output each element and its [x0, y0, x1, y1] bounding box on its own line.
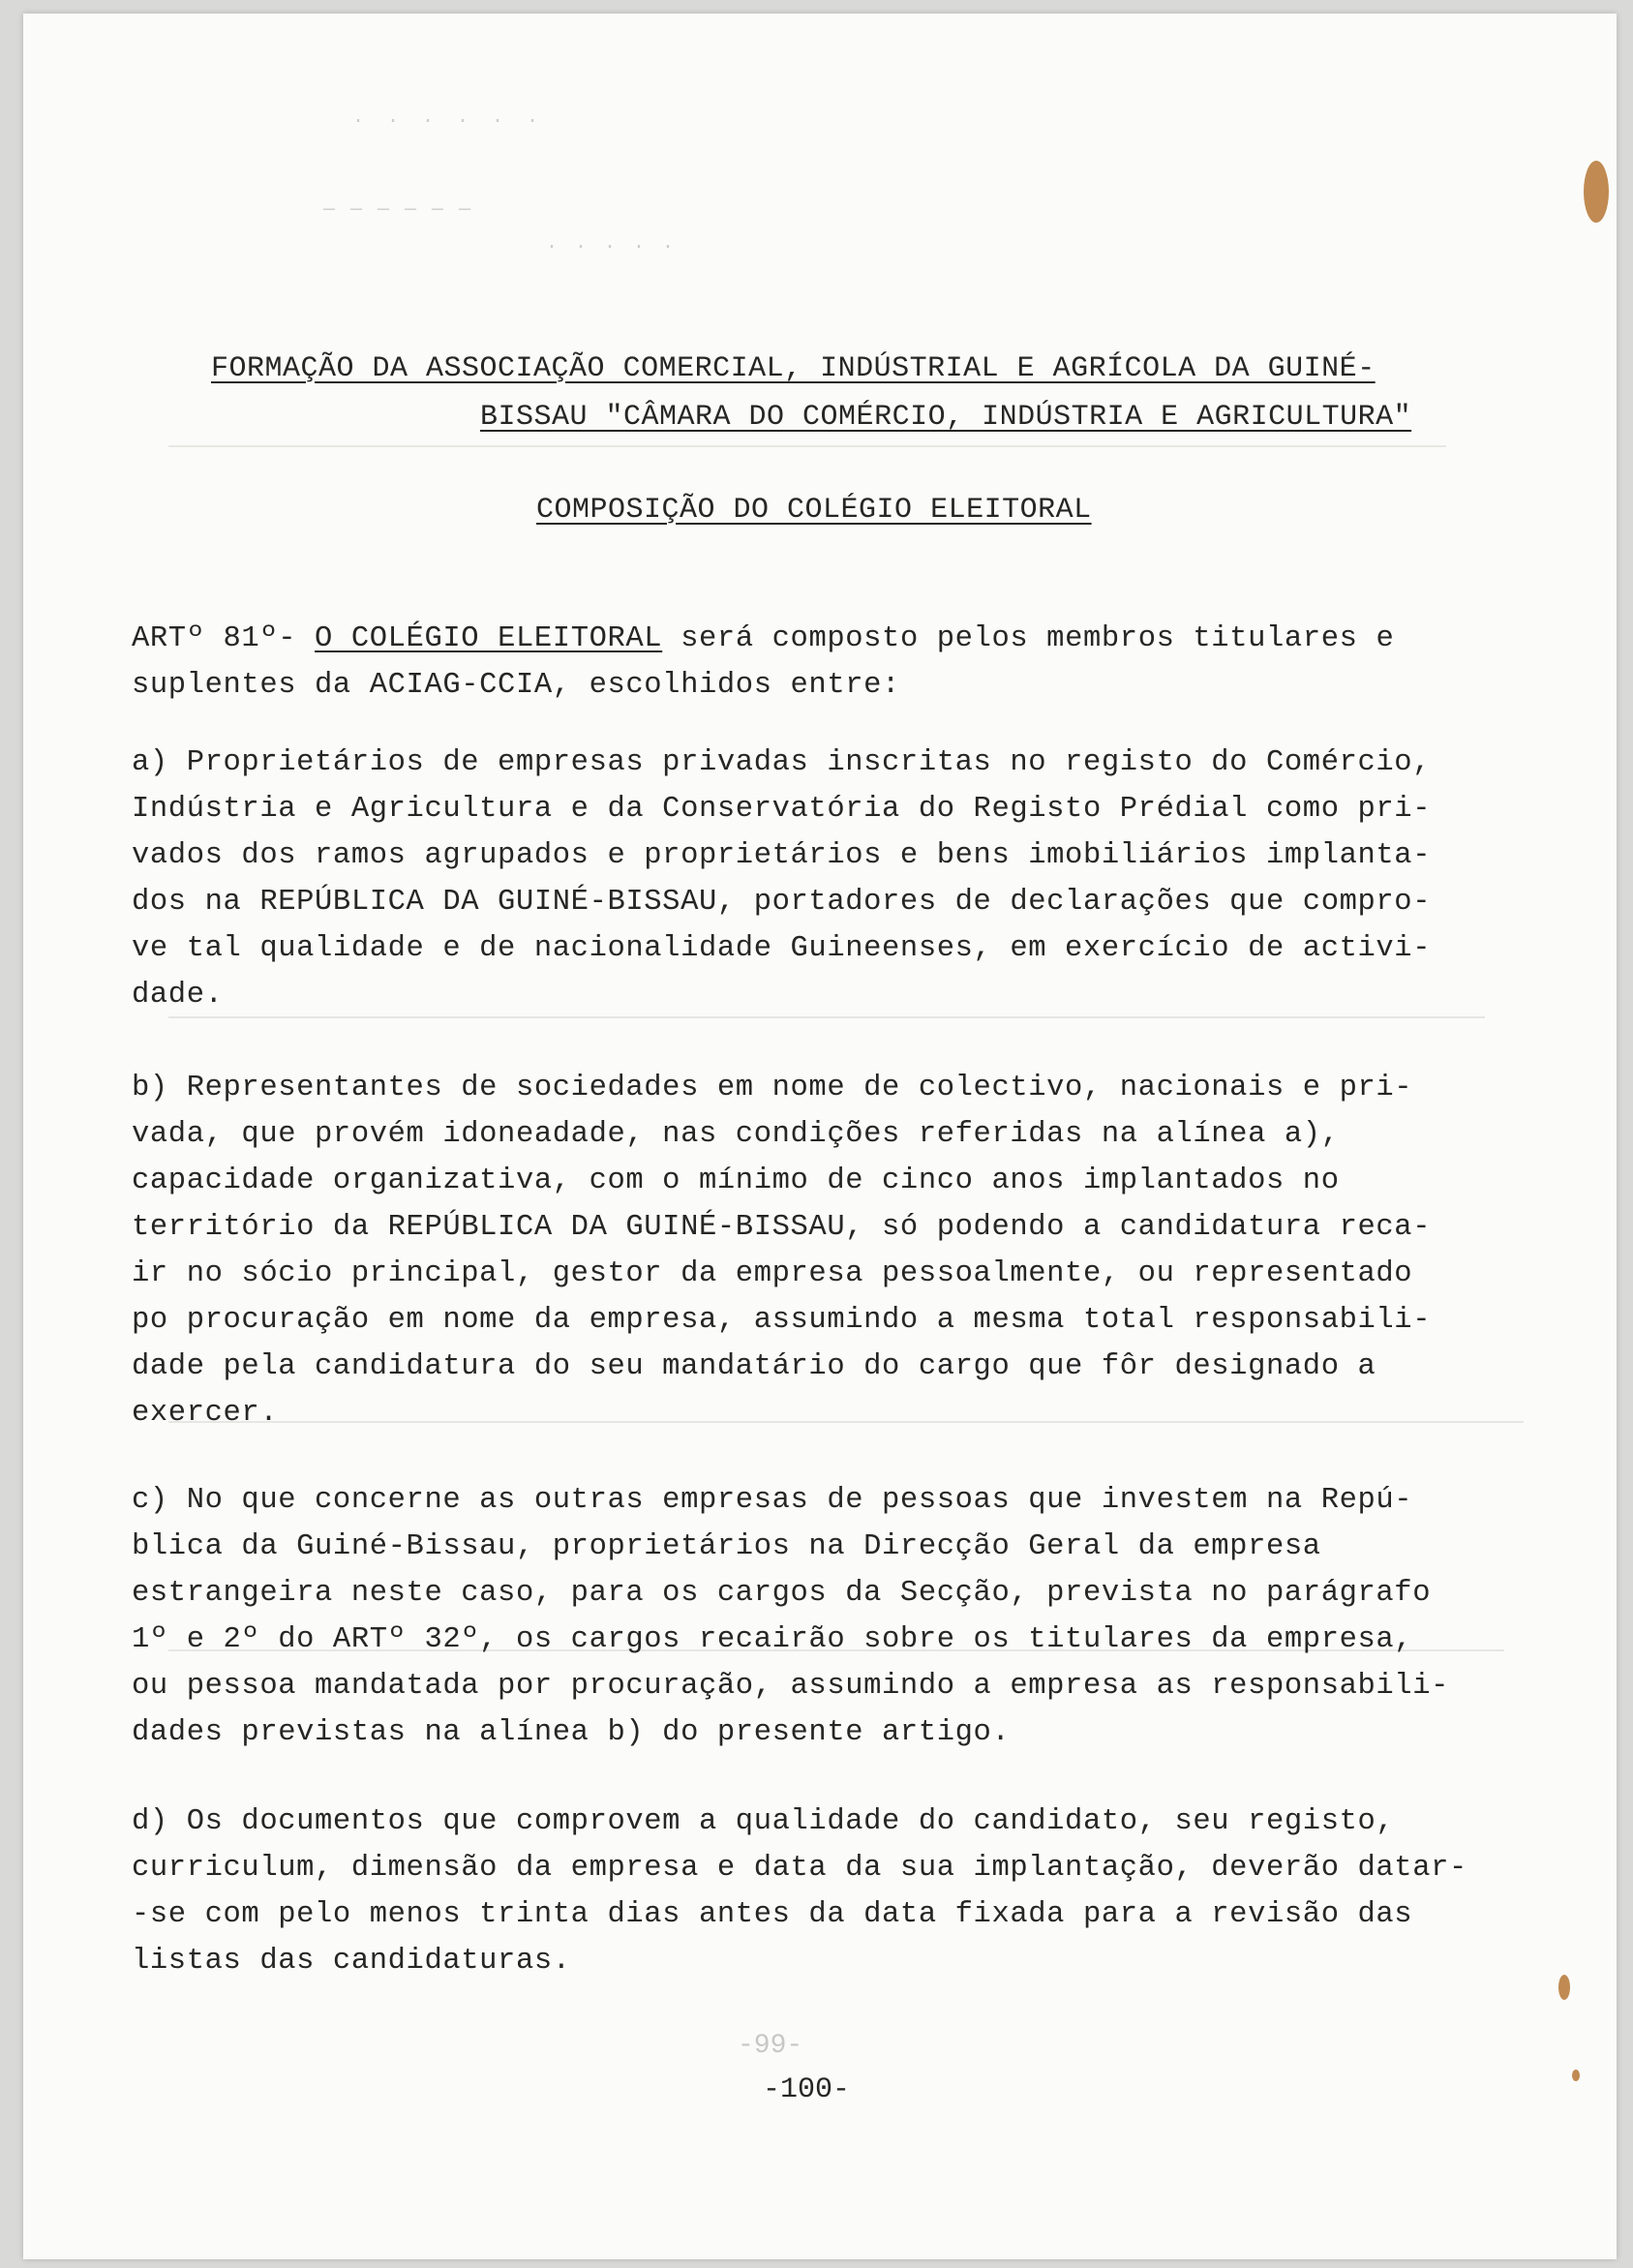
item-b-line: dade pela candidatura do seu mandatário do cargo que fôr designado a [132, 1350, 1376, 1383]
item-b-line: exercer. [132, 1397, 279, 1430]
item-b-line: território da REPÚBLICA DA GUINÉ-BISSAU, só podendo a candidatura reca- [132, 1211, 1432, 1244]
item-d-line: curriculum, dimensão da empresa e data da sua implantação, deverão datar- [132, 1852, 1467, 1885]
article-number: ARTº 81º- [132, 622, 297, 655]
rust-spot [1584, 161, 1609, 223]
item-c [132, 1477, 1533, 1756]
item-a [132, 740, 1533, 1018]
article-subject: O COLÉGIO ELEITORAL [315, 622, 663, 655]
document-page [23, 14, 1617, 2259]
ghost-line [168, 445, 1446, 447]
item-b [132, 1065, 1533, 1436]
item-a-line: dade. [132, 979, 224, 1012]
article-intro-text: será composto pelos membros titulares e [680, 622, 1395, 655]
item-c-line: blica da Guiné-Bissau, proprietários na Direcção Geral da empresa [132, 1530, 1321, 1563]
heading-line-1: FORMAÇÃO DA ASSOCIAÇÃO COMERCIAL, INDÚSTRIAL E AGRÍCOLA DA GUINÉ- [211, 352, 1376, 385]
rust-spot [1572, 2070, 1580, 2081]
item-b-line: ir no sócio principal, gestor da empresa pessoalmente, ou representado [132, 1257, 1413, 1290]
faded-stamp: · · · · · · — — — — — — · · · · · [323, 110, 678, 258]
item-c-line: ou pessoa mandatada por procuração, assumindo a empresa as responsabili- [132, 1670, 1450, 1703]
article-intro-line: suplentes da ACIAG-CCIA, escolhidos entre: [132, 669, 900, 702]
item-b-line: capacidade organizativa, com o mínimo de cinco anos implantados no [132, 1164, 1340, 1197]
ghost-page-number: -99- [738, 2031, 803, 2061]
item-a-line: dos na REPÚBLICA DA GUINÉ-BISSAU, portadores de declarações que compro- [132, 886, 1432, 919]
item-d [132, 1799, 1533, 1984]
item-a-line: Indústria e Agricultura e da Conservatória do Registo Prédial como pri- [132, 793, 1432, 826]
item-c-line: dades previstas na alínea b) do presente artigo. [132, 1716, 1011, 1749]
item-d-line: listas das candidaturas. [132, 1945, 571, 1978]
item-b-line: po procuração em nome da empresa, assumindo a mesma total responsabili- [132, 1304, 1432, 1337]
item-b-line: vada, que provém idoneadade, nas condições referidas na alínea a), [132, 1118, 1340, 1151]
page-number: -100- [763, 2073, 851, 2106]
item-a-line: vados dos ramos agrupados e proprietários e bens imobiliários implanta- [132, 839, 1432, 872]
article-intro [132, 616, 1533, 709]
heading-subtitle: COMPOSIÇÃO DO COLÉGIO ELEITORAL [536, 494, 1092, 527]
item-d-line: d) Os documentos que comprovem a qualidade do candidato, seu registo, [132, 1805, 1395, 1838]
item-a-line: a) Proprietários de empresas privadas inscritas no registo do Comércio, [132, 746, 1432, 779]
item-c-line: c) No que concerne as outras empresas de pessoas que investem na Repú- [132, 1484, 1413, 1517]
rust-spot [1558, 1975, 1570, 2000]
heading-line-2: BISSAU "CÂMARA DO COMÉRCIO, INDÚSTRIA E AGRICULTURA" [480, 401, 1412, 434]
item-a-line: ve tal qualidade e de nacionalidade Guineenses, em exercício de activi- [132, 932, 1432, 965]
item-b-line: b) Representantes de sociedades em nome de colectivo, nacionais e pri- [132, 1072, 1413, 1104]
item-c-line: estrangeira neste caso, para os cargos da Secção, prevista no parágrafo [132, 1577, 1432, 1610]
item-d-line: -se com pelo menos trinta dias antes da data fixada para a revisão das [132, 1898, 1413, 1931]
item-c-line: 1º e 2º do ARTº 32º, os cargos recairão sobre os titulares da empresa, [132, 1623, 1413, 1656]
